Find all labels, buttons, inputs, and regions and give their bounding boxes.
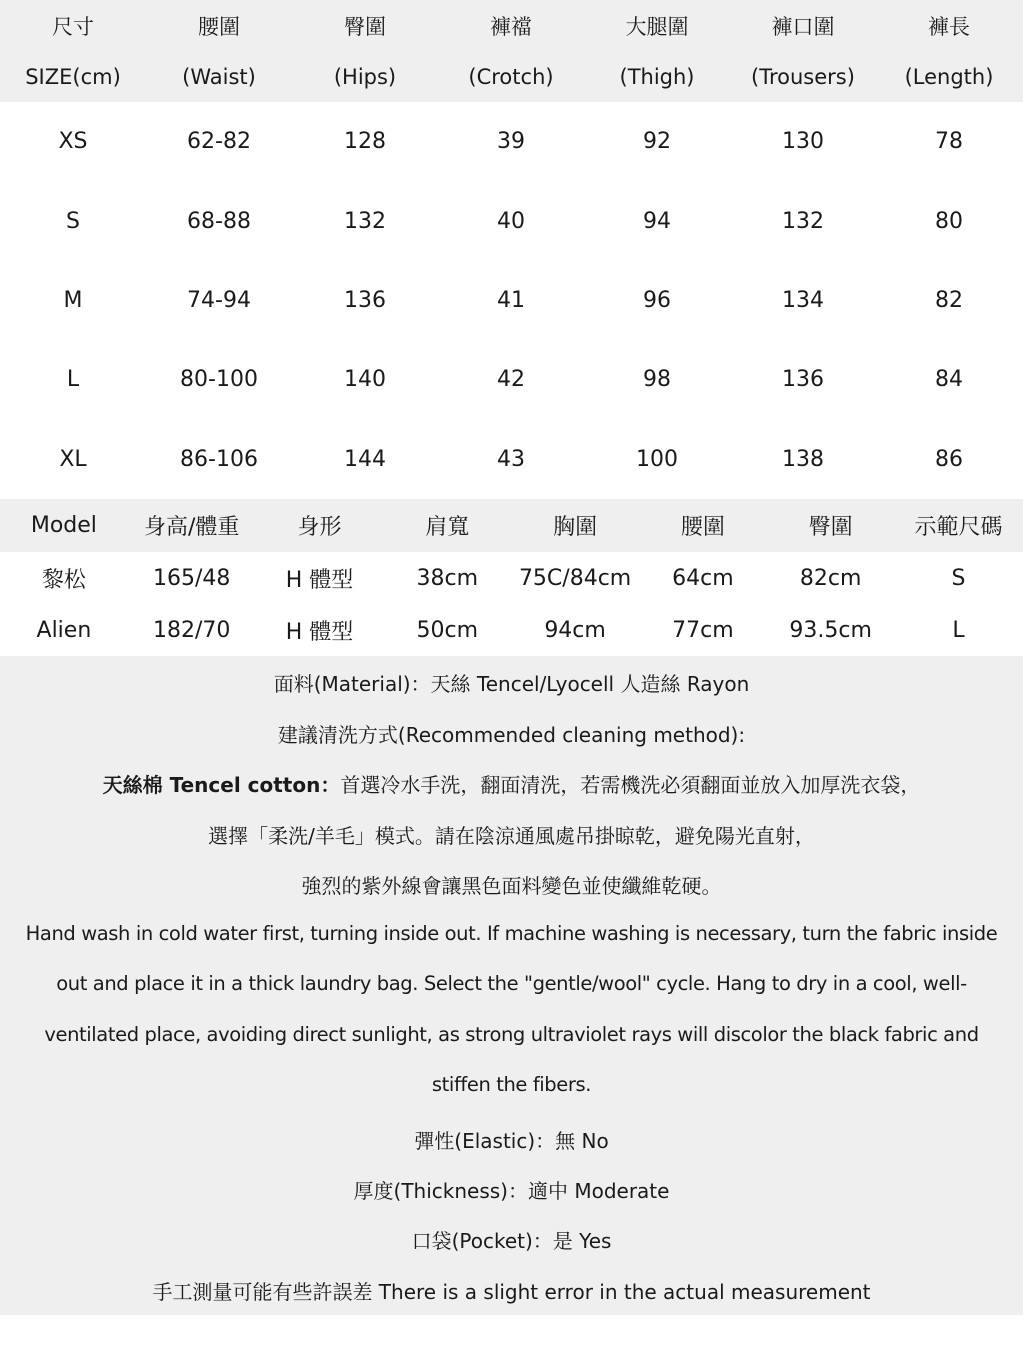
header-cell: 腰圍: [680, 515, 725, 540]
cleaning-title: 建議清洗方式(Recommended cleaning method):: [277, 723, 746, 747]
table-cell: 130: [782, 129, 824, 155]
model-table-header: [0, 499, 1023, 552]
table-cell: 84: [935, 367, 963, 393]
header-cell: (Thigh): [619, 64, 695, 89]
table-cell: 80-100: [180, 367, 258, 393]
table-cell: 82cm: [799, 565, 862, 591]
header-cell: (Hips): [333, 64, 397, 89]
header-cell: 胸圍: [553, 515, 598, 540]
table-cell: XS: [58, 129, 88, 155]
table-cell: M: [63, 287, 83, 313]
table-cell: 41: [497, 287, 525, 313]
table-cell: 132: [344, 208, 386, 234]
header-cell: 示範尺碼: [914, 515, 1003, 540]
table-cell: XL: [59, 446, 87, 472]
table-cell: 62-82: [187, 129, 251, 155]
fabric-label: 天絲棉 Tencel cotton：: [102, 773, 341, 797]
table-cell: 182/70: [152, 617, 231, 643]
table-cell: 100: [636, 446, 678, 472]
size-header-en-row: [0, 51, 1023, 102]
table-cell: 86-106: [180, 446, 258, 472]
table-cell: 黎松: [41, 567, 86, 593]
size-header-zh-row: [0, 0, 1023, 51]
table-cell: 43: [497, 446, 525, 472]
table-cell: L: [952, 617, 965, 643]
product-info-section: [0, 656, 1023, 1315]
table-cell: 39: [497, 129, 525, 155]
table-cell: 144: [344, 446, 386, 472]
header-cell: 腰圍: [198, 14, 240, 39]
header-cell: Model: [30, 513, 97, 538]
table-cell: 94cm: [544, 617, 606, 643]
header-cell: 身形: [297, 515, 342, 540]
measurement-note: 手工測量可能有些許誤差 There is a slight error in the actual measurement: [152, 1280, 871, 1304]
table-cell: 98: [643, 367, 671, 393]
cleaning-en-line-2: out and place it in a thick laundry bag. Select the "gentle/wool" cycle. Hang to dry in a cool, well-: [56, 972, 967, 995]
table-row: [0, 604, 1023, 656]
header-cell: (Trousers): [751, 64, 855, 89]
cleaning-zh-line-3: 強烈的紫外線會讓黑色面料變色並使纖維乾硬。: [301, 874, 722, 898]
header-cell: 臀圍: [344, 14, 386, 39]
material-line: 面料(Material)：天絲 Tencel/Lyocell 人造絲 Rayon: [273, 672, 750, 696]
table-cell: 86: [935, 446, 963, 472]
table-cell: 38cm: [416, 565, 479, 591]
size-table-body: [0, 102, 1023, 499]
table-cell: 80: [935, 208, 963, 234]
header-cell: SIZE(cm): [25, 64, 121, 89]
table-row: [0, 340, 1023, 419]
header-cell: 褲襠: [490, 14, 532, 39]
table-cell: 40: [497, 208, 525, 234]
table-cell: 132: [782, 208, 824, 234]
thickness-line: 厚度(Thickness)：適中 Moderate: [353, 1179, 670, 1203]
size-table-header: [0, 0, 1023, 102]
table-cell: 128: [344, 129, 386, 155]
table-cell: 64cm: [672, 565, 734, 591]
table-cell: S: [66, 208, 80, 234]
header-cell: 身高/體重: [143, 515, 240, 540]
table-cell: H 體型: [285, 567, 354, 593]
table-row: [0, 552, 1023, 604]
table-cell: S: [951, 565, 966, 591]
table-cell: 42: [497, 367, 525, 393]
cleaning-zh-line-2: 選擇「柔洗/羊毛」模式。請在陰涼通風處吊掛晾乾，避免陽光直射，: [208, 824, 815, 848]
table-cell: 82: [935, 287, 963, 313]
cleaning-zh-line-1: [0, 769, 1023, 798]
table-cell: 140: [344, 367, 386, 393]
table-cell: L: [66, 367, 80, 393]
table-row: [0, 102, 1023, 181]
table-cell: 77cm: [672, 617, 734, 643]
table-cell: 96: [643, 287, 671, 313]
header-cell: 肩寬: [425, 515, 470, 540]
header-cell: 大腿圍: [625, 14, 689, 39]
pocket-line: 口袋(Pocket)：是 Yes: [411, 1229, 612, 1253]
table-cell: H 體型: [285, 619, 354, 645]
cleaning-en-line-4: stiffen the fibers.: [431, 1073, 592, 1096]
header-cell: 褲長: [928, 14, 970, 39]
header-cell: (Waist): [182, 64, 256, 89]
table-row: [0, 181, 1023, 260]
table-row: [0, 261, 1023, 340]
table-cell: 68-88: [187, 208, 251, 234]
table-cell: 74-94: [187, 287, 251, 313]
table-cell: 75C/84cm: [518, 565, 632, 591]
header-cell: 尺寸: [52, 14, 94, 39]
table-cell: 136: [782, 367, 824, 393]
header-cell: 褲口圍: [771, 14, 835, 39]
model-header-row: [0, 499, 1023, 552]
cleaning-en-line-1: Hand wash in cold water first, turning inside out. If machine washing is necessary, turn the fabric inside: [25, 922, 998, 945]
table-cell: 94: [643, 208, 671, 234]
cleaning-zh-text: 首選冷水手洗，翻面清洗，若需機洗必須翻面並放入加厚洗衣袋，: [340, 773, 921, 797]
table-cell: 134: [782, 287, 824, 313]
table-cell: 93.5cm: [789, 617, 872, 643]
elastic-line: 彈性(Elastic)：無 No: [414, 1129, 609, 1153]
table-cell: 165/48: [152, 565, 231, 591]
table-cell: 92: [643, 129, 671, 155]
table-cell: 78: [935, 129, 963, 155]
table-row: [0, 420, 1023, 499]
header-cell: (Crotch): [468, 64, 554, 89]
header-cell: (Length): [904, 64, 994, 89]
cleaning-en-line-3: ventilated place, avoiding direct sunlight, as strong ultraviolet rays will discolor the black fabric and: [44, 1023, 979, 1046]
table-cell: 50cm: [416, 617, 479, 643]
table-cell: 138: [782, 446, 824, 472]
header-cell: 臀圍: [808, 515, 853, 540]
table-cell: 136: [344, 287, 386, 313]
table-cell: Alien: [36, 617, 92, 643]
model-table-body: [0, 552, 1023, 656]
